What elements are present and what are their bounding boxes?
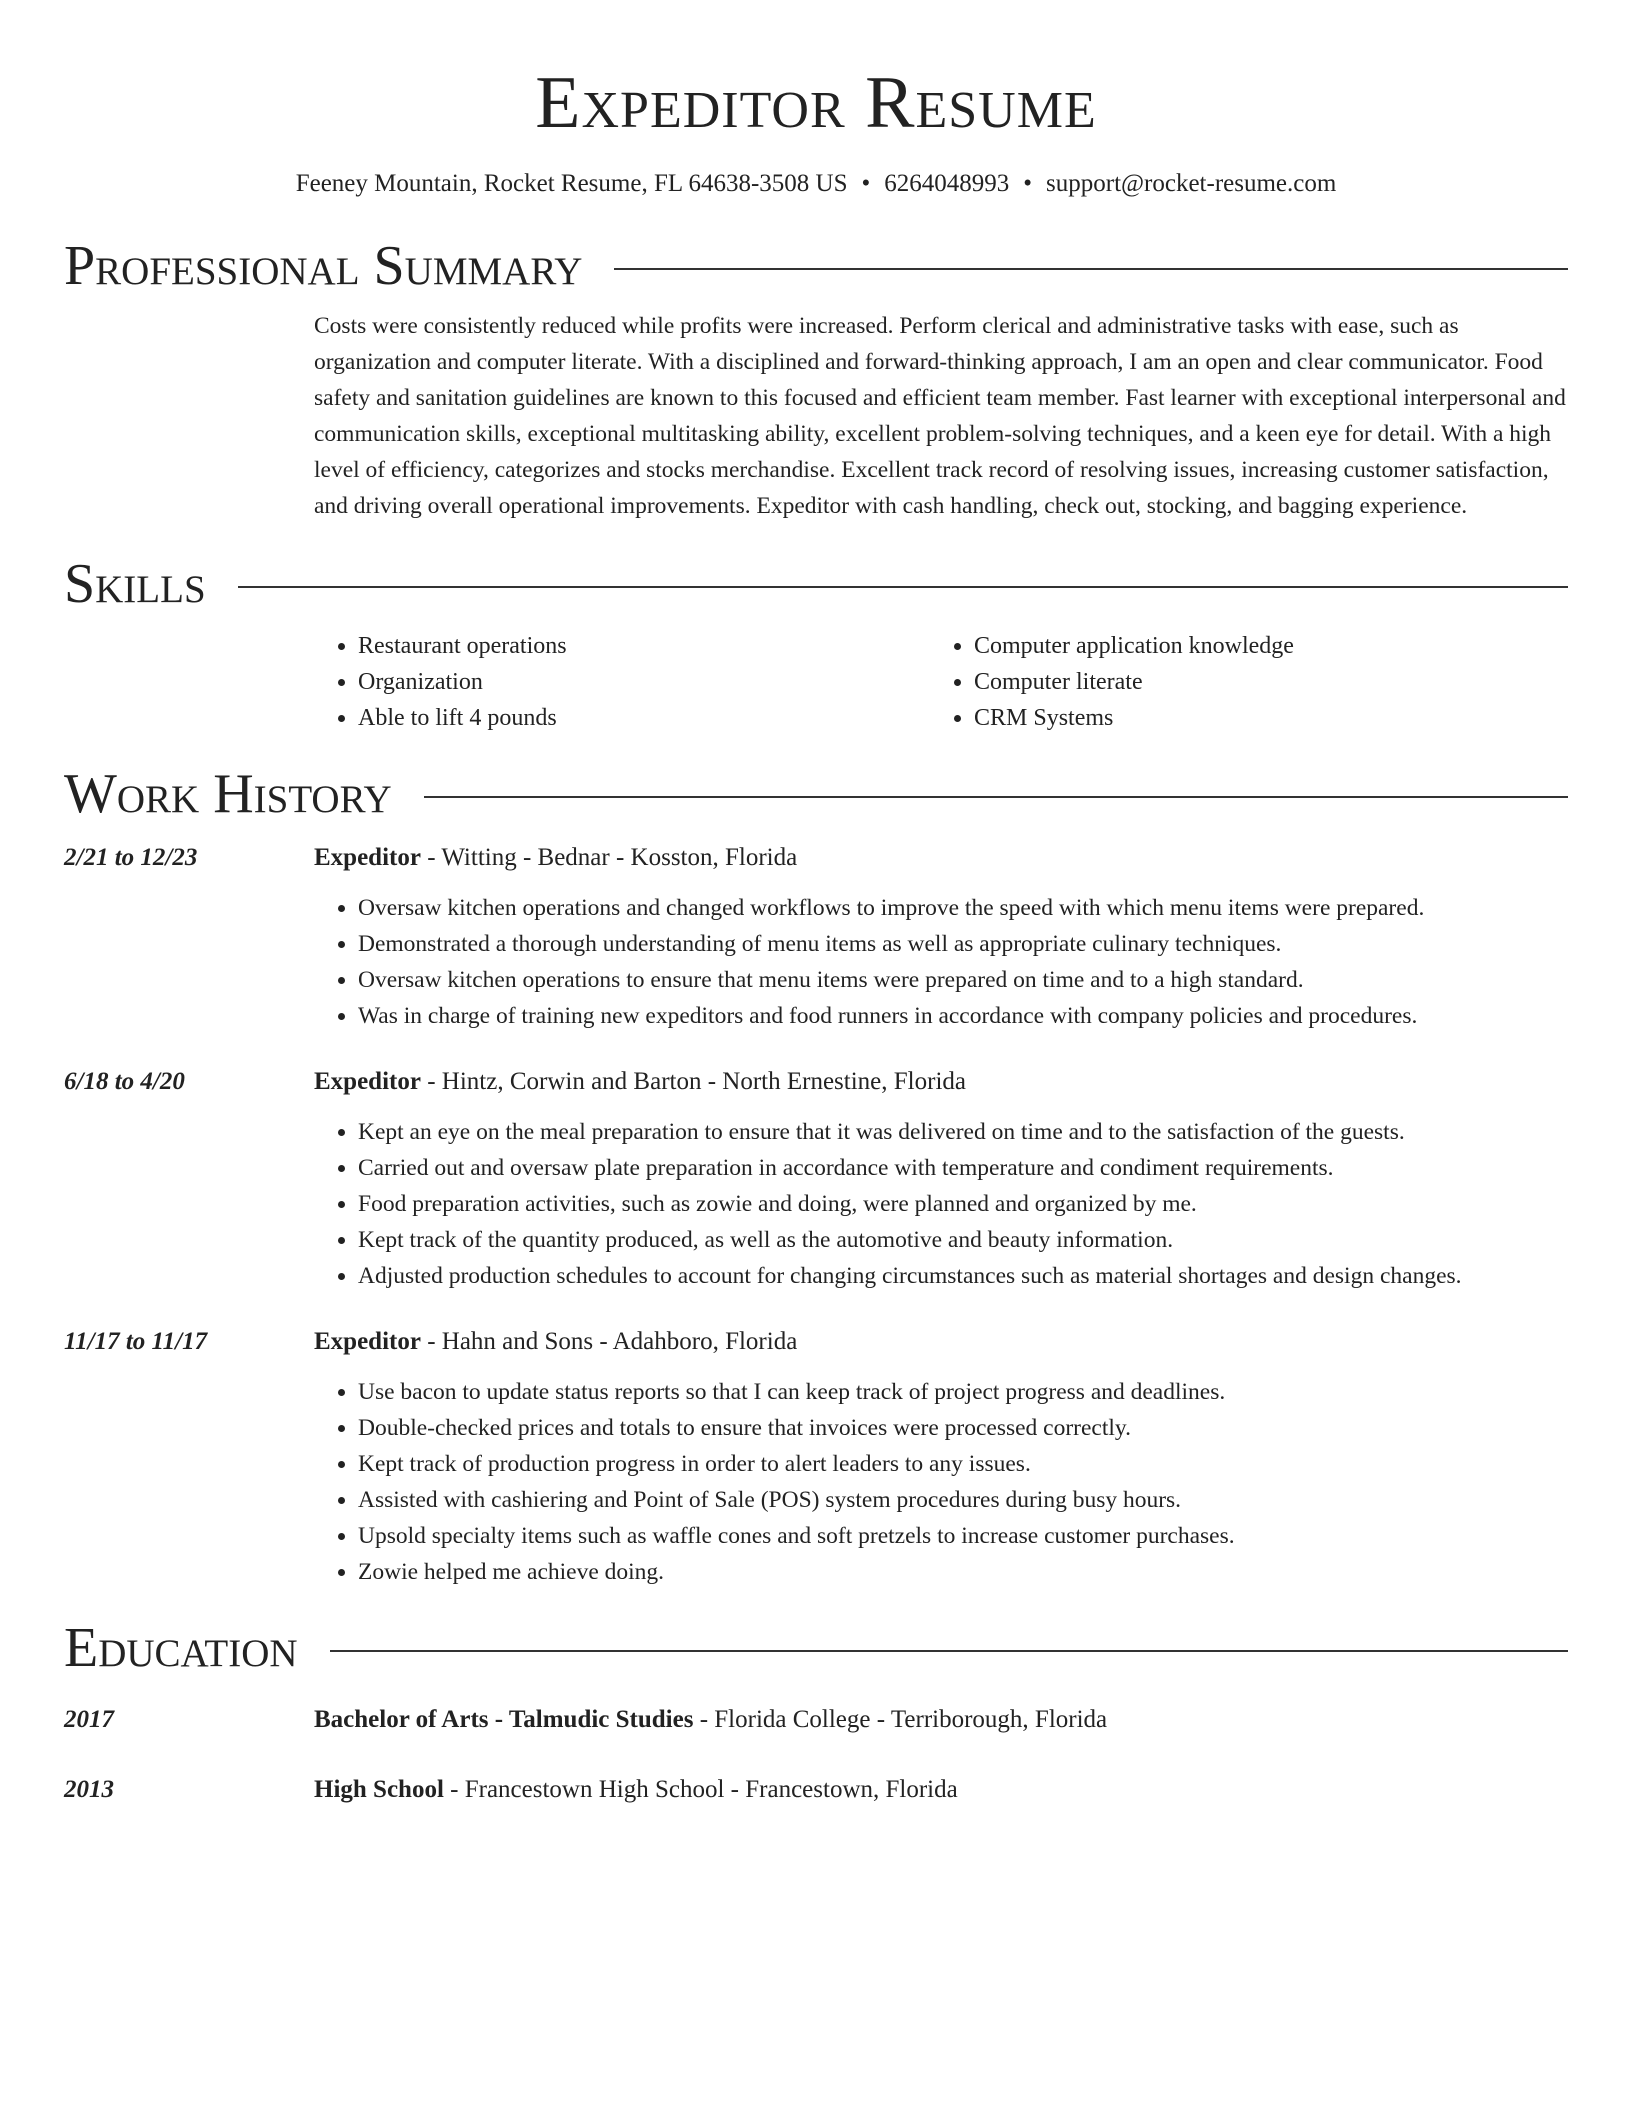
education-details [314, 1702, 1568, 1738]
skill-item: • Able to lift 4 pounds [358, 700, 930, 736]
job-bullet: • Kept an eye on the meal preparation to ensure that it was delivered on time and to the satisfaction of the guests. [358, 1114, 1568, 1150]
job-bullets [314, 890, 1568, 1034]
summary-section [64, 236, 1568, 524]
contact-address: Feeney Mountain, Rocket Resume, FL 64638-3508 US [295, 170, 848, 197]
section-divider [614, 268, 1568, 270]
skill-item: • Restaurant operations [358, 628, 930, 664]
education-entry [64, 1772, 1568, 1808]
job-bullets [314, 1374, 1568, 1590]
job-bullet: • Kept track of production progress in order to alert leaders to any issues. [358, 1446, 1568, 1482]
skills-column-right [930, 628, 1546, 736]
education-entry [64, 1702, 1568, 1738]
skills-heading: Skills [64, 553, 206, 615]
job-details [314, 840, 1568, 1034]
education-heading: Education [64, 1617, 298, 1679]
contact-separator: • [861, 170, 871, 197]
job-bullet: • Use bacon to update status reports so that I can keep track of project progress and deadlines. [358, 1374, 1568, 1410]
contact-separator: • [1023, 170, 1033, 197]
job-entry [64, 1064, 1568, 1294]
contact-line [64, 168, 1568, 200]
summary-heading: Professional Summary [64, 235, 583, 297]
education-year: 2013 [64, 1776, 114, 1803]
education-degree: Bachelor of Arts - Talmudic Studies [314, 1706, 694, 1733]
job-bullet: • Zowie helped me achieve doing. [358, 1554, 1568, 1590]
education-year: 2017 [64, 1706, 114, 1733]
education-details [314, 1772, 1568, 1808]
job-title: Expeditor [314, 1068, 421, 1095]
section-header [64, 1618, 1568, 1678]
job-bullet: • Adjusted production schedules to account for changing circumstances such as material shortages and design changes. [358, 1258, 1568, 1294]
education-school: - Francestown High School - Francestown, Florida [443, 1776, 958, 1803]
skill-item: • Computer literate [974, 664, 1546, 700]
job-dates: 6/18 to 4/20 [64, 1068, 185, 1095]
skill-item: • Computer application knowledge [974, 628, 1546, 664]
job-heading [314, 1064, 1568, 1100]
job-company: - Hintz, Corwin and Barton - North Ernestine, Florida [420, 1068, 966, 1095]
section-header [64, 554, 1568, 614]
education-school: - Florida College - Terriborough, Florida [693, 1706, 1108, 1733]
section-divider [238, 586, 1568, 588]
job-bullet: • Was in charge of training new expeditors and food runners in accordance with company policies and procedures. [358, 998, 1568, 1034]
job-bullet: • Oversaw kitchen operations to ensure that menu items were prepared on time and to a high standard. [358, 962, 1568, 998]
job-details [314, 1064, 1568, 1294]
job-bullets [314, 1114, 1568, 1294]
skills-section [64, 554, 1568, 736]
education-degree: High School [314, 1776, 444, 1803]
skills-list [314, 628, 1568, 736]
job-bullet: • Demonstrated a thorough understanding of menu items as well as appropriate culinary techniques. [358, 926, 1568, 962]
job-bullet: • Carried out and oversaw plate preparation in accordance with temperature and condiment requirements. [358, 1150, 1568, 1186]
education-section [64, 1618, 1568, 1808]
job-bullet: • Oversaw kitchen operations and changed workflows to improve the speed with which menu items were prepared. [358, 890, 1568, 926]
job-entry [64, 1324, 1568, 1590]
job-bullet: • Kept track of the quantity produced, as well as the automotive and beauty information. [358, 1222, 1568, 1258]
work-heading: Work History [64, 763, 392, 825]
education-heading-line [314, 1702, 1568, 1738]
contact-email: support@rocket-resume.com [1046, 170, 1337, 197]
job-title: Expeditor [314, 1328, 421, 1355]
job-company: - Witting - Bednar - Kosston, Florida [420, 844, 798, 871]
education-heading-line [314, 1772, 1568, 1808]
job-dates: 11/17 to 11/17 [64, 1328, 208, 1355]
section-header [64, 764, 1568, 824]
section-divider [424, 796, 1568, 798]
resume-page [64, 0, 1568, 1808]
section-header [64, 236, 1568, 296]
job-title: Expeditor [314, 844, 421, 871]
resume-title: Expeditor Resume [535, 62, 1097, 144]
job-bullet: • Double-checked prices and totals to ensure that invoices were processed correctly. [358, 1410, 1568, 1446]
job-details [314, 1324, 1568, 1590]
job-dates: 2/21 to 12/23 [64, 844, 198, 871]
summary-text: Costs were consistently reduced while profits were increased. Perform clerical and administrative tasks with ease, such as organization and computer literate. With a disciplined and forward-thinking approach, I am an open and clear communicator. Food safety and sanitation guidelines are known to this focused and efficient team member. Fast learner with exceptional interpersonal and communication skills, exceptional multitasking ability, excellent problem-solving techniques, and a keen eye for detail. With a high level of efficiency, categorizes and stocks merchandise. Excellent track record of resolving issues, increasing customer satisfaction, and driving overall operational improvements. Expeditor with cash handling, check out, stocking, and bagging experience. [314, 313, 1566, 519]
skill-item: • CRM Systems [974, 700, 1546, 736]
job-bullet: • Assisted with cashiering and Point of Sale (POS) system procedures during busy hours. [358, 1482, 1568, 1518]
job-heading [314, 1324, 1568, 1360]
job-company: - Hahn and Sons - Adahboro, Florida [420, 1328, 798, 1355]
job-bullet: • Food preparation activities, such as zowie and doing, were planned and organized by me. [358, 1186, 1568, 1222]
section-divider [330, 1650, 1568, 1652]
work-section [64, 764, 1568, 1590]
skills-column-left [314, 628, 930, 736]
contact-phone: 6264048993 [884, 170, 1010, 197]
job-entry [64, 840, 1568, 1034]
skill-item: • Organization [358, 664, 930, 700]
job-bullet: • Upsold specialty items such as waffle cones and soft pretzels to increase customer purchases. [358, 1518, 1568, 1554]
job-heading [314, 840, 1568, 876]
